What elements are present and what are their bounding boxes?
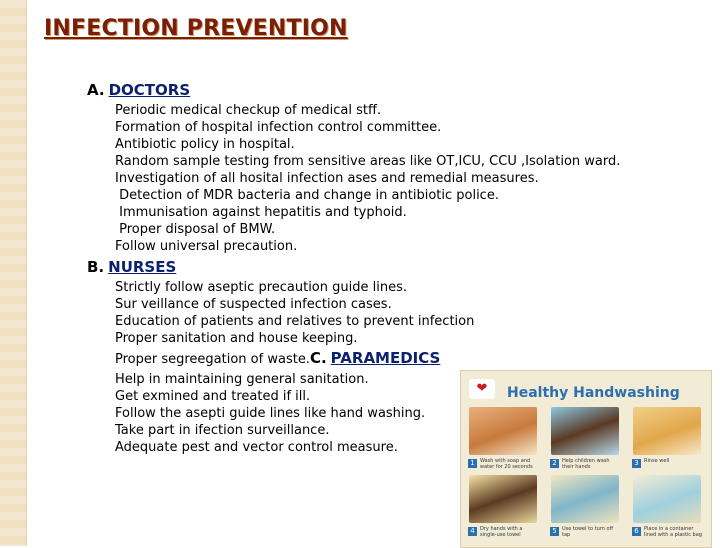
step-tile (469, 475, 537, 538)
list-item: Immunisation against hepatitis and typhoid. (115, 205, 407, 220)
section-a-letter: A. (87, 81, 105, 99)
section-c-letter: C. (309, 349, 327, 367)
section-c-heading (310, 349, 440, 367)
step-number: 3 (632, 459, 641, 468)
page-title: INFECTION PREVENTION (44, 16, 348, 41)
handwashing-poster-image (460, 370, 712, 548)
list-item-with-heading (115, 347, 707, 371)
list-item: Strictly follow aseptic precaution guide lines. (115, 280, 407, 295)
step-number: 2 (550, 459, 559, 468)
washing-hands-illustration (469, 407, 537, 455)
list-item: Follow universal precaution. (115, 239, 298, 254)
list-item: Formation of hospital infection control committee. (115, 120, 442, 135)
list-item: Adequate pest and vector control measure. (115, 440, 398, 455)
step-tile (551, 475, 619, 538)
heart-icon: ❤ (469, 379, 495, 399)
list-item: Proper sanitation and house keeping. (115, 331, 358, 346)
decorative-side-stripe (0, 0, 27, 546)
bin-illustration (633, 475, 701, 523)
section-b-list (115, 279, 707, 371)
list-item: Proper disposal of BMW. (115, 222, 276, 237)
section-b-heading (87, 257, 707, 277)
step-tile (469, 407, 537, 470)
list-item: Random sample testing from sensitive areas like OT,ICU, CCU ,Isolation ward. (115, 154, 621, 169)
list-item: Periodic medical checkup of medical stff. (115, 103, 382, 118)
list-item: Antibiotic policy in hospital. (115, 137, 295, 152)
section-a-name: DOCTORS (108, 81, 191, 99)
section-b-name: NURSES (108, 258, 177, 276)
step-tile (633, 475, 702, 538)
list-item: Sur veillance of suspected infection cases. (115, 297, 392, 312)
drying-hands-illustration (469, 475, 537, 523)
list-item: Detection of MDR bacteria and change in antibiotic police. (115, 188, 499, 203)
section-c-name: PARAMEDICS (330, 349, 441, 367)
section-b-letter: B. (87, 258, 105, 276)
step-caption: Rinse well (644, 458, 670, 464)
step-number: 1 (468, 459, 477, 468)
list-item: Follow the asepti guide lines like hand washing. (115, 406, 426, 421)
list-item: Take part in ifection surveillance. (115, 423, 330, 438)
list-item: Proper segreegation of waste. (115, 352, 310, 367)
step-tile (551, 407, 619, 470)
step-caption: Help children wash their hands (562, 458, 610, 470)
step-tile (633, 407, 701, 467)
step-caption: Wash with soap and water for 20 seconds (480, 458, 533, 470)
rinse-hands-illustration (633, 407, 701, 455)
list-item: Investigation of all hosital infection ases and remedial measures. (115, 171, 539, 186)
step-number: 6 (632, 527, 641, 536)
section-a-heading (87, 80, 707, 100)
step-caption: Place in a container lined with a plastic bag (644, 526, 702, 538)
step-caption: Dry hands with a single-use towel (480, 526, 523, 538)
step-number: 5 (550, 527, 559, 536)
step-caption: Use towel to turn off tap (562, 526, 614, 538)
list-item: Help in maintaining general sanitation. (115, 372, 369, 387)
section-a-list (115, 102, 707, 255)
list-item: Education of patients and relatives to prevent infection (115, 314, 475, 329)
step-number: 4 (468, 527, 477, 536)
child-washing-illustration (551, 407, 619, 455)
tap-illustration (551, 475, 619, 523)
list-item: Get exmined and treated if ill. (115, 389, 311, 404)
poster-title: Healthy Handwashing (507, 385, 680, 401)
